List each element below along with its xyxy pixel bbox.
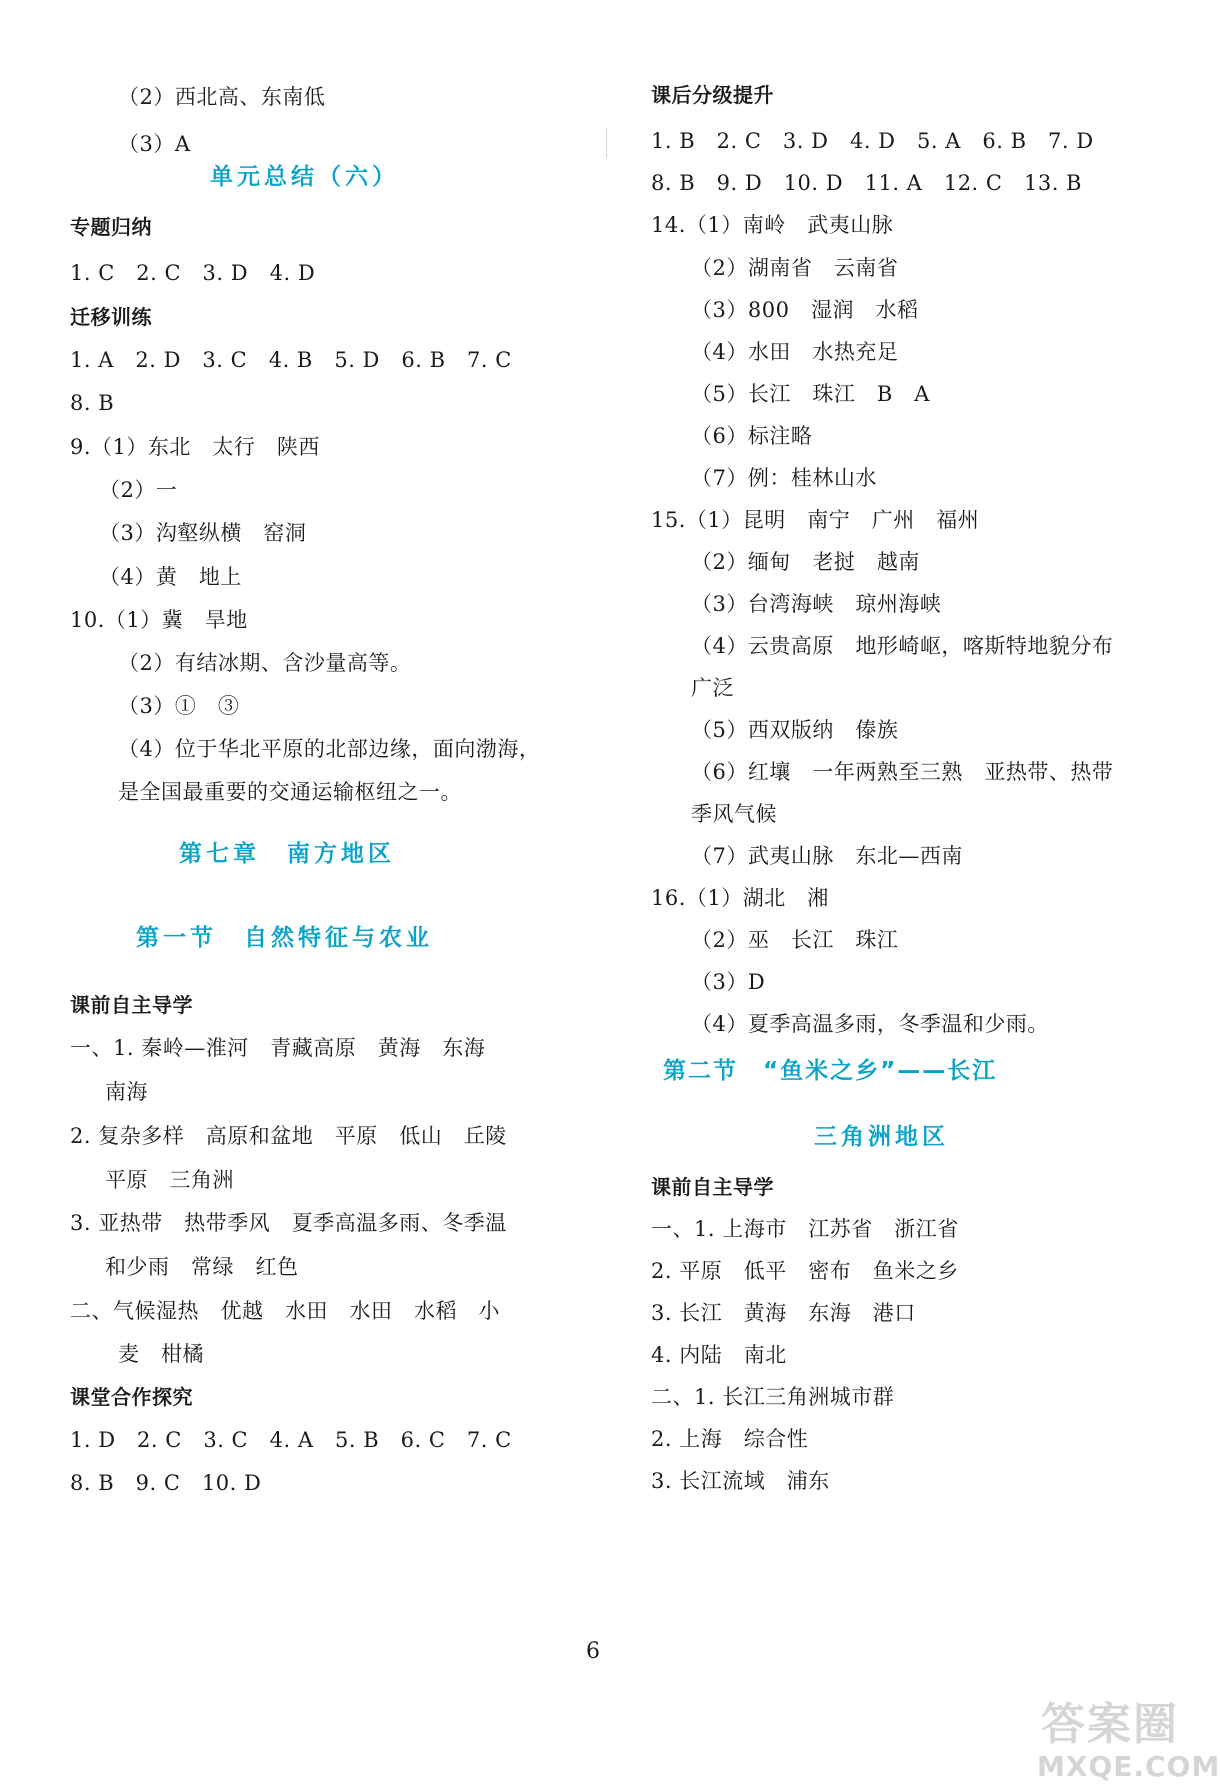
unit-summary-title: 单元总结（六） bbox=[210, 164, 399, 190]
watermark-url: MXQE.COM bbox=[1037, 1750, 1220, 1783]
answer-line: （6）红壤 一年两熟至三熟 亚热带、热带 bbox=[691, 760, 1114, 784]
answer-line: 二、1. 长江三角洲城市群 bbox=[651, 1385, 895, 1409]
answer-line: （3）① ③ bbox=[118, 694, 240, 718]
answer-line: 麦 柑橘 bbox=[118, 1342, 204, 1366]
watermark-text: 答案圈 bbox=[1041, 1699, 1179, 1750]
answer-line: （7）例：桂林山水 bbox=[691, 466, 877, 490]
answer-line: 平原 三角洲 bbox=[105, 1168, 234, 1192]
answer-line: （5）西双版纳 傣族 bbox=[691, 718, 899, 742]
answer-line: 1. B 2. C 3. D 4. D 5. A 6. B 7. D bbox=[651, 129, 1094, 153]
answer-line: 一、1. 上海市 江苏省 浙江省 bbox=[651, 1217, 959, 1241]
answer-line: 一、1. 秦岭—淮河 青藏高原 黄海 东海 bbox=[70, 1036, 486, 1060]
section-heading: 课前自主导学 bbox=[651, 1175, 774, 1199]
answer-line: （4）夏季高温多雨，冬季温和少雨。 bbox=[691, 1012, 1049, 1036]
answer-line: （2）湖南省 云南省 bbox=[691, 256, 899, 280]
answer-line: 14.（1）南岭 武夷山脉 bbox=[651, 213, 894, 237]
answer-line: （3）台湾海峡 琼州海峡 bbox=[691, 592, 942, 616]
answer-line: （5）长江 珠江 B A bbox=[691, 382, 930, 406]
answer-line: （4）云贵高原 地形崎岖，喀斯特地貌分布 bbox=[691, 634, 1114, 658]
section-heading: 课前自主导学 bbox=[70, 993, 193, 1017]
answer-line: 8. B 9. C 10. D bbox=[70, 1471, 262, 1495]
answer-line: （6）标注略 bbox=[691, 424, 813, 448]
answer-line: 3. 亚热带 热带季风 夏季高温多雨、冬季温 bbox=[70, 1211, 507, 1235]
answer-line: 广泛 bbox=[691, 676, 734, 700]
answer-line: 1. D 2. C 3. C 4. A 5. B 6. C 7. C bbox=[70, 1428, 512, 1452]
section-heading: 课后分级提升 bbox=[651, 83, 774, 107]
section-title: 第一节 自然特征与农业 bbox=[136, 925, 433, 951]
answer-line: 2. 平原 低平 密布 鱼米之乡 bbox=[651, 1259, 959, 1283]
answer-line: （7）武夷山脉 东北—西南 bbox=[691, 844, 963, 868]
answer-line: （2）有结冰期、含沙量高等。 bbox=[118, 651, 412, 675]
answer-line: 2. 复杂多样 高原和盆地 平原 低山 丘陵 bbox=[70, 1124, 507, 1148]
answer-line: 二、气候湿热 优越 水田 水田 水稻 小 bbox=[70, 1299, 500, 1323]
answer-line: 南海 bbox=[105, 1080, 148, 1104]
answer-line: （3）A bbox=[118, 132, 191, 156]
column-divider bbox=[606, 128, 607, 158]
section-heading: 迁移训练 bbox=[70, 305, 152, 329]
section-heading: 课堂合作探究 bbox=[70, 1385, 193, 1409]
answer-line: （4）位于华北平原的北部边缘，面向渤海， bbox=[118, 737, 541, 761]
answer-line: （4）黄 地上 bbox=[99, 565, 242, 589]
section-title: 第二节 “鱼米之乡”——长江 bbox=[663, 1058, 998, 1084]
answer-line: 3. 长江 黄海 东海 港口 bbox=[651, 1301, 916, 1325]
answer-line: 1. C 2. C 3. D 4. D bbox=[70, 261, 316, 285]
answer-line: 季风气候 bbox=[691, 802, 777, 826]
answer-line: （3）沟壑纵横 窑洞 bbox=[99, 521, 307, 545]
answer-line: 1. A 2. D 3. C 4. B 5. D 6. B 7. C bbox=[70, 348, 512, 372]
answer-line: （2）一 bbox=[99, 478, 178, 502]
chapter-title: 第七章 南方地区 bbox=[179, 841, 395, 867]
watermark-logo bbox=[1035, 1688, 1220, 1792]
answer-line: （3）D bbox=[691, 970, 766, 994]
answer-line: 9.（1）东北 太行 陕西 bbox=[70, 435, 320, 459]
answer-line: （3）800 湿润 水稻 bbox=[691, 298, 919, 322]
answer-line: 4. 内陆 南北 bbox=[651, 1343, 787, 1367]
answer-line: （2）巫 长江 珠江 bbox=[691, 928, 899, 952]
answer-line: 8. B bbox=[70, 391, 115, 415]
answer-line: 15.（1）昆明 南宁 广州 福州 bbox=[651, 508, 980, 532]
answer-line: 16.（1）湖北 湘 bbox=[651, 886, 829, 910]
answer-line: 是全国最重要的交通运输枢纽之一。 bbox=[118, 780, 462, 804]
answer-line: 10.（1）冀 旱地 bbox=[70, 608, 248, 632]
answer-line: 2. 上海 综合性 bbox=[651, 1427, 809, 1451]
section-title-continued: 三角洲地区 bbox=[814, 1124, 949, 1150]
answer-line: 3. 长江流域 浦东 bbox=[651, 1469, 830, 1493]
answer-line: （4）水田 水热充足 bbox=[691, 340, 899, 364]
answer-line: （2）缅甸 老挝 越南 bbox=[691, 550, 920, 574]
answer-line: 8. B 9. D 10. D 11. A 12. C 13. B bbox=[651, 171, 1082, 195]
answer-line: 和少雨 常绿 红色 bbox=[105, 1255, 299, 1279]
answer-line: （2）西北高、东南低 bbox=[118, 85, 326, 109]
section-heading: 专题归纳 bbox=[70, 215, 152, 239]
page-number: 6 bbox=[586, 1639, 600, 1664]
